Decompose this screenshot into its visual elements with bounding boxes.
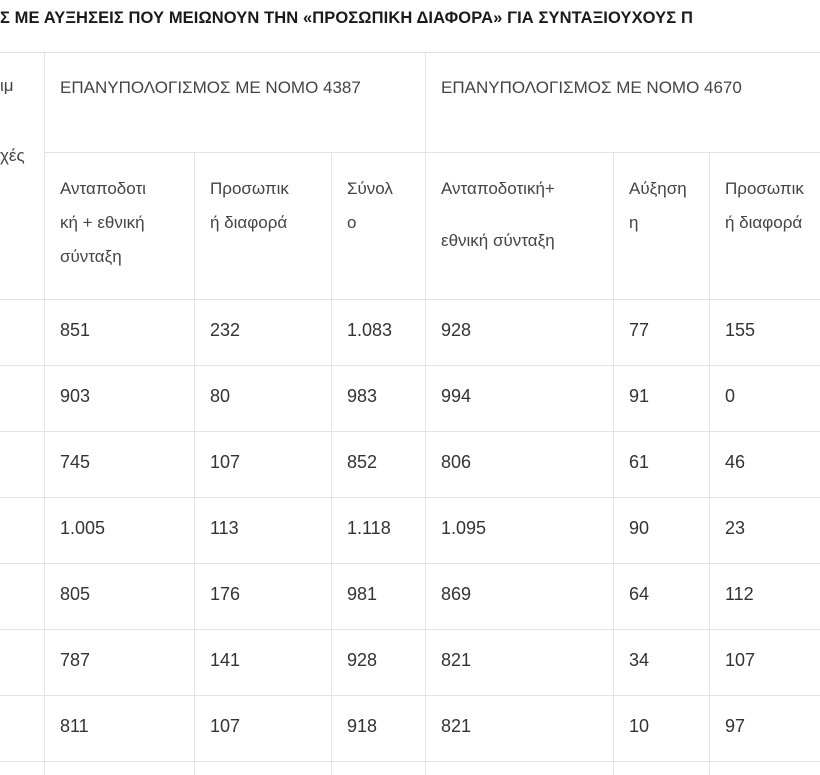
table-cell: 821 (441, 650, 472, 670)
col-header-line: Αύξηση (629, 179, 687, 198)
table-cell: 928 (441, 320, 472, 340)
col-header-line: κή + εθνική (60, 213, 145, 232)
table-cell: 80 (210, 386, 231, 406)
table-cell: 46 (725, 452, 746, 472)
table-cell: 787 (60, 650, 91, 670)
table-divider (0, 497, 820, 498)
table-cell: 851 (60, 320, 91, 340)
col-header-personal-difference (210, 172, 330, 240)
col-header-line: Προσωπικ (725, 179, 804, 198)
table-cell: 994 (441, 386, 472, 406)
table-cell: 852 (347, 452, 378, 472)
table-cell: 90 (629, 518, 650, 538)
left-header-fragment: ιμ (0, 76, 14, 95)
col-header-increase (629, 172, 707, 240)
table-divider (613, 152, 614, 775)
table-divider (0, 629, 820, 630)
table-cell: 113 (210, 518, 239, 538)
col-header-line: εθνική σύνταξη (441, 231, 555, 250)
table-cell: 903 (60, 386, 91, 406)
table-cell: 811 (60, 716, 89, 736)
table-cell: 805 (60, 584, 91, 604)
table-divider (0, 365, 820, 366)
table-cell: 23 (725, 518, 746, 538)
table-cell: 869 (441, 584, 472, 604)
table-cell: 97 (725, 716, 746, 736)
col-header-total (347, 172, 422, 240)
table-divider (0, 299, 820, 300)
table-cell: 10 (629, 716, 650, 736)
table-cell: 176 (210, 584, 241, 604)
table-cell: 983 (347, 386, 378, 406)
table-cell: 61 (629, 452, 650, 472)
table-cell: 77 (629, 320, 650, 340)
table-cell: 745 (60, 452, 91, 472)
table-divider (0, 563, 820, 564)
table-divider (0, 761, 820, 762)
col-header-line: ο (347, 213, 357, 232)
table-cell: 1.095 (441, 518, 487, 538)
col-header-line: ή διαφορά (210, 213, 288, 232)
table-divider (0, 695, 820, 696)
table-divider (0, 431, 820, 432)
table-cell: 91 (629, 386, 650, 406)
table-cell: 918 (347, 716, 378, 736)
table-cell: 232 (210, 320, 241, 340)
table-cell: 0 (725, 386, 736, 406)
col-header-line: ή διαφορά (725, 213, 803, 232)
table-cell: 141 (210, 650, 241, 670)
col-header-contributory-national-4670 (441, 163, 611, 267)
col-header-personal-difference-4670 (725, 172, 820, 240)
table-cell: 64 (629, 584, 650, 604)
col-header-line: η (629, 213, 639, 232)
table-cell: 1.083 (347, 320, 393, 340)
left-header-fragment: χές (0, 146, 25, 165)
group-header-4387: ΕΠΑΝΥΠΟΛΟΓΙΣΜΟΣ ΜΕ ΝΟΜΟ 4387 (60, 78, 361, 97)
table-cell: 928 (347, 650, 378, 670)
table-cell: 821 (441, 716, 472, 736)
table-cell: 981 (347, 584, 378, 604)
table-divider (0, 52, 820, 53)
col-header-line: Ανταποδοτική+ (441, 179, 555, 198)
table-divider (331, 152, 332, 775)
col-header-line: Προσωπικ (210, 179, 289, 198)
table-divider (44, 52, 45, 775)
article-title: Σ ΜΕ ΑΥΞΗΣΕΙΣ ΠΟΥ ΜΕΙΩΝΟΥΝ ΤΗΝ «ΠΡΟΣΩΠΙΚΗ ΔΙΑΦΟΡΑ» ΓΙΑ ΣΥΝΤΑΞΙΟΥΧΟΥΣ Π (0, 9, 693, 27)
table-cell: 107 (210, 716, 241, 736)
table-cell: 155 (725, 320, 756, 340)
group-header-4670: ΕΠΑΝΥΠΟΛΟΓΙΣΜΟΣ ΜΕ ΝΟΜΟ 4670 (441, 78, 742, 97)
table-cell: 1.118 (347, 518, 391, 538)
table-cell: 806 (441, 452, 472, 472)
table-cell: 34 (629, 650, 650, 670)
col-header-line: Σύνολ (347, 179, 393, 198)
table-divider (425, 52, 426, 775)
col-header-contributory-national (60, 172, 190, 274)
col-header-line: Ανταποδοτι (60, 179, 146, 198)
table-divider (709, 152, 710, 775)
table-cell: 112 (725, 584, 754, 604)
table-divider (194, 152, 195, 775)
col-header-line: σύνταξη (60, 247, 122, 266)
table-cell: 1.005 (60, 518, 106, 538)
table-divider (44, 152, 820, 153)
table-cell: 107 (210, 452, 241, 472)
table-cell: 107 (725, 650, 756, 670)
